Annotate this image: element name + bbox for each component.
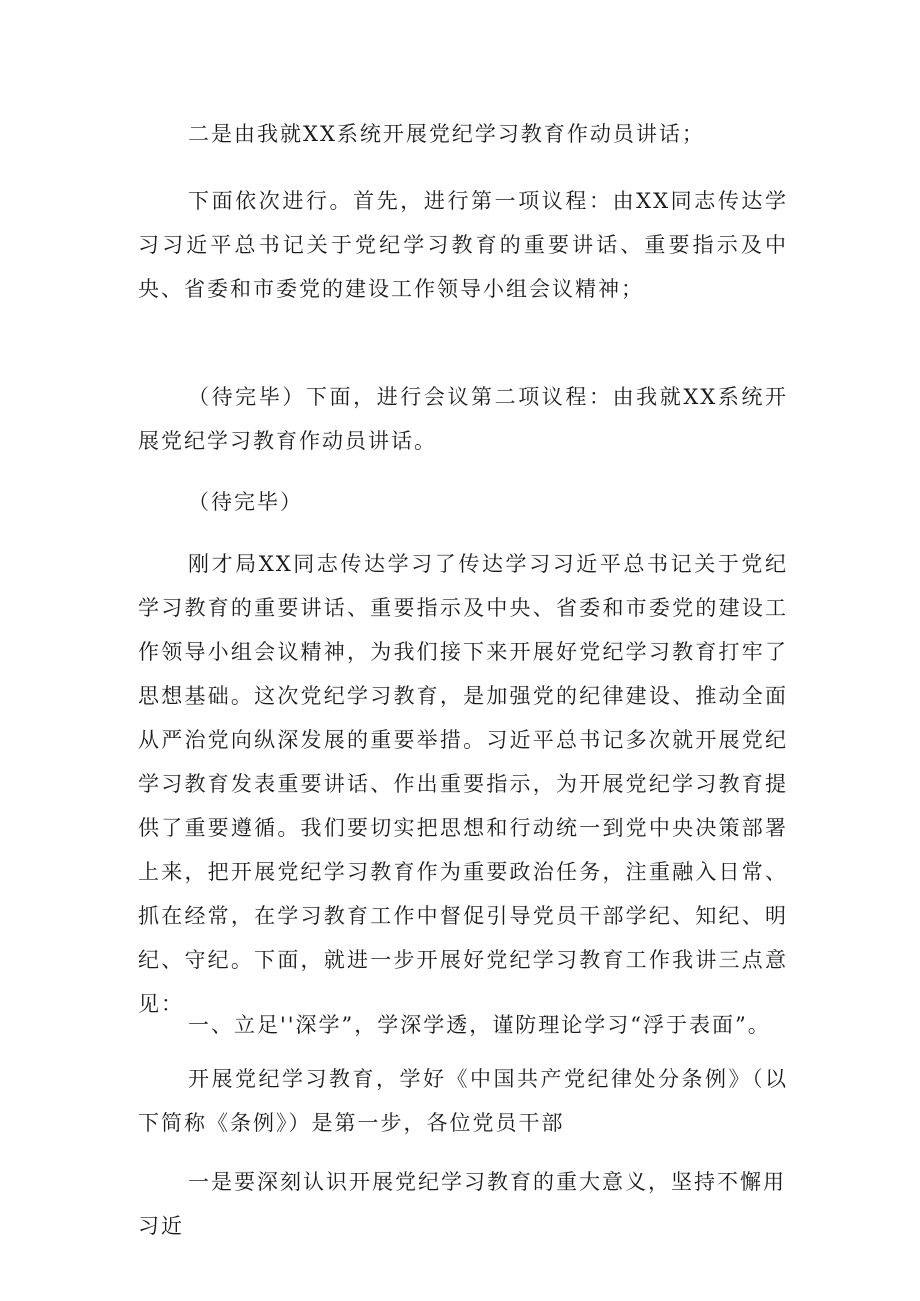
paragraph-agenda-item-two: 二是由我就XX系统开展党纪学习教育作动员讲话； [188,122,705,146]
paragraph-point-one: 一是要深刻认识开展党纪学习教育的重大意义，坚持不懈用习近 [138,1170,786,1238]
paragraph-speech-intro: 刚才局XX同志传达学习了传达学习习近平总书记关于党纪学习教育的重要讲话、重要指示及中央、省委和市委党的建设工作领导小组会议精神，为我们接下来开展好党纪学习教育打牢了思想基础。这次党纪学习教育，是加强党的纪律建设、推动全面从严治党向纵深发展的重要举措。习近平总书记多次就开展党纪学习教育发表重要讲话、作出重要指示，为开展党纪学习教育提供了重要遵循。我们要切实把思想和行动统一到党中央决策部署上来，把开展党纪学习教育作为重要政治任务，注重融入日常、抓在经常，在学习教育工作中督促引导党员干部学纪、知纪、明纪、守纪。下面，就进一步开展好党纪学习教育工作我讲三点意见： [138,552,788,1016]
paragraph-second-agenda: （待完毕）下面，进行会议第二项议程：由我就XX系统开展党纪学习教育作动员讲话。 [138,385,788,453]
paragraph-pending: （待完毕） [188,490,303,514]
section-heading-one: 一、立足''深学”，学深学透，谨防理论学习“浮于表面”。 [188,1013,771,1037]
paragraph-study-regulations: 开展党纪学习教育，学好《中国共产党纪律处分条例》（以下简称《条例》）是第一步，各位党员干部 [138,1067,788,1135]
paragraph-first-agenda: 下面依次进行。首先，进行第一项议程：由XX同志传达学习习近平总书记关于党纪学习教育的重要讲话、重要指示及中央、省委和市委党的建设工作领导小组会议精神； [138,189,788,301]
